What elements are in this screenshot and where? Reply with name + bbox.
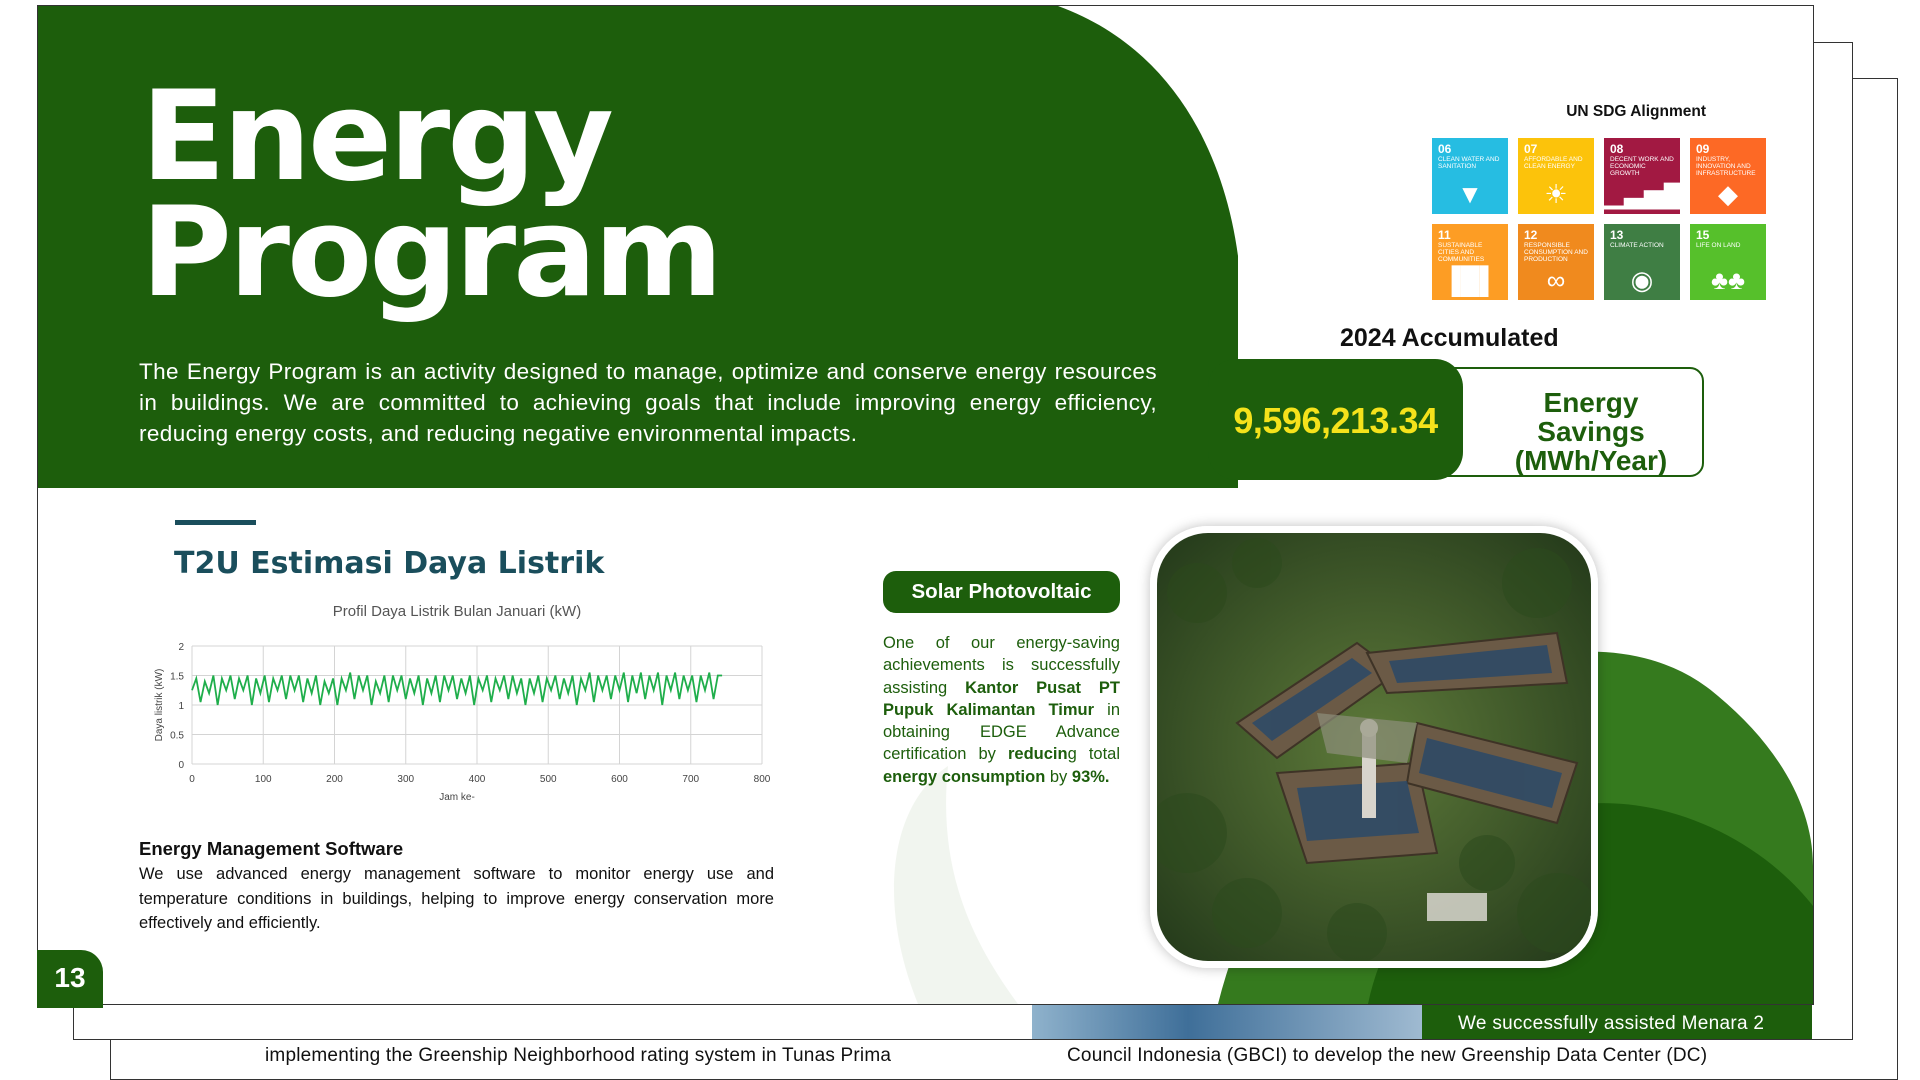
chart-x-tick-label: 800 bbox=[753, 774, 771, 785]
sdg-tile-number: 15 bbox=[1696, 228, 1710, 242]
solar-bold-company: Kantor Pusat PT Pupuk Kalimantan Timur bbox=[883, 678, 1121, 719]
chart-x-tick-label: 700 bbox=[682, 774, 700, 785]
intro-paragraph: The Energy Program is an activity designed to manage, optimize and conserve energy resources in buildings. We are committed to achieving goals that include improving energy efficiency, reducing energy costs, and reducing negative environmental impacts. bbox=[139, 359, 1157, 446]
solar-bold-percentage: 93%. bbox=[1071, 767, 1110, 786]
sdg-tile-text: CLIMATE ACTION bbox=[1610, 242, 1664, 249]
chart-title: Profil Daya Listrik Bulan Januari (kW) bbox=[332, 603, 582, 620]
chart-x-tick-label: 400 bbox=[468, 774, 486, 785]
sdg-tile-12 bbox=[1518, 224, 1594, 300]
sdg-tile-text: DECENT WORK AND ECONOMIC GROWTH bbox=[1610, 156, 1674, 177]
solar-text-2: in obtaining EDGE Advance certification by bbox=[883, 700, 1120, 764]
chart-x-tick-label: 0 bbox=[189, 774, 195, 785]
chart-series-line bbox=[192, 673, 722, 705]
back-sheet-footer-left-text: implementing the Greenship Neighborhood rating system in Tunas Prima bbox=[265, 1045, 892, 1066]
power-profile-chart bbox=[130, 596, 780, 810]
energy-savings-value: 9,596,213.34 bbox=[1233, 400, 1438, 441]
chart-y-tick-label: 0 bbox=[178, 760, 184, 771]
sdg-tile-number: 13 bbox=[1610, 228, 1624, 242]
sdg-tile-15 bbox=[1690, 224, 1766, 300]
sun-icon: ☀ bbox=[1544, 179, 1568, 209]
chart-x-tick-label: 300 bbox=[397, 774, 415, 785]
page-title bbox=[141, 65, 721, 325]
aerial-building-photo bbox=[1150, 526, 1598, 968]
sdg-tile-text: INDUSTRY, INNOVATION AND INFRASTRUCTURE bbox=[1696, 156, 1756, 177]
sdg-tile-text: RESPONSIBLE CONSUMPTION AND PRODUCTION bbox=[1524, 242, 1588, 263]
sdg-tile-number: 07 bbox=[1524, 142, 1538, 156]
solar-photovoltaic-label: Solar Photovoltaic bbox=[883, 571, 1120, 613]
page-number: 13 bbox=[54, 962, 86, 993]
page-title-line-1: Energy bbox=[141, 65, 611, 209]
solar-description bbox=[883, 632, 1120, 788]
chart-y-tick-label: 1 bbox=[178, 701, 184, 712]
sdg-tile-number: 09 bbox=[1696, 142, 1710, 156]
chart-x-tick-label: 500 bbox=[539, 774, 557, 785]
sdg-tile-text: LIFE ON LAND bbox=[1696, 242, 1741, 249]
chart-y-tick-label: 2 bbox=[178, 642, 184, 653]
growth-bars-icon: ▁▃▅▇ bbox=[1604, 179, 1684, 209]
chart-y-tick-label: 1.5 bbox=[170, 671, 184, 683]
sdg-alignment-label: UN SDG Alignment bbox=[1566, 103, 1706, 120]
chart-y-axis-label: Daya listrik (kW) bbox=[154, 668, 165, 742]
back-sheet-footer-green-text: We successfully assisted Menara 2 bbox=[1458, 1013, 1765, 1034]
sdg-tile-09 bbox=[1690, 138, 1766, 214]
solar-text-3: g total bbox=[1067, 745, 1121, 764]
energy-savings-label-line-1: Energy Savings bbox=[1537, 387, 1645, 447]
chart-y-tick-label: 0.5 bbox=[170, 730, 184, 742]
sdg-tile-number: 11 bbox=[1438, 228, 1451, 242]
chart-x-axis-label: Jam ke- bbox=[439, 792, 475, 803]
page-title-line-2: Program bbox=[141, 181, 721, 325]
sdg-tile-13 bbox=[1604, 224, 1680, 300]
aerial-building-illustration bbox=[1157, 533, 1591, 961]
water-glass-icon: ▼ bbox=[1457, 179, 1483, 209]
ems-heading: Energy Management Software bbox=[139, 838, 404, 859]
cubes-icon: ◆ bbox=[1718, 179, 1738, 209]
buildings-icon: ▐█▌ bbox=[1442, 265, 1498, 295]
chart-heading-accent-bar bbox=[175, 520, 256, 525]
sdg-tile-number: 12 bbox=[1524, 228, 1538, 242]
solar-text-4: by bbox=[1045, 767, 1072, 786]
globe-eye-icon: ◉ bbox=[1630, 265, 1654, 295]
energy-savings-label bbox=[1486, 388, 1696, 475]
chart-x-tick-label: 600 bbox=[611, 774, 628, 785]
sdg-tile-08 bbox=[1604, 138, 1684, 214]
solar-text-1: One of our energy-saving achievements is successfully assisting bbox=[883, 634, 1120, 697]
accumulated-title: 2024 Accumulated bbox=[1340, 324, 1559, 352]
back-sheet-photo-strip bbox=[1032, 1005, 1422, 1039]
trees-icon: ♣♣ bbox=[1710, 265, 1746, 295]
chart-x-tick-label: 200 bbox=[326, 774, 343, 785]
sdg-tile-text: SUSTAINABLE CITIES AND COMMUNITIES bbox=[1438, 242, 1485, 263]
sdg-tile-number: 08 bbox=[1610, 142, 1624, 156]
sdg-tile-number: 06 bbox=[1438, 142, 1452, 156]
sdg-tile-text: CLEAN WATER AND SANITATION bbox=[1438, 156, 1500, 170]
chart-x-tick-label: 100 bbox=[254, 774, 272, 785]
sdg-tile-06 bbox=[1432, 138, 1508, 214]
back-sheet-footer-right-text: Council Indonesia (GBCI) to develop the new Greenship Data Center (DC) bbox=[1067, 1045, 1708, 1066]
sdg-tile-07 bbox=[1518, 138, 1594, 214]
solar-bold-reducing: reducin bbox=[1007, 745, 1068, 764]
infinity-icon: ∞ bbox=[1546, 265, 1566, 295]
chart-heading: T2U Estimasi Daya Listrik bbox=[174, 546, 605, 581]
ems-body-text: We use advanced energy management software to monitor energy use and temperature conditions in buildings, helping to improve energy conservation more effectively and efficiently. bbox=[139, 865, 774, 932]
energy-savings-label-line-2: (MWh/Year) bbox=[1514, 445, 1668, 476]
sdg-tile-11 bbox=[1432, 224, 1508, 300]
solar-bold-energy-consumption: energy consumption bbox=[883, 767, 1046, 786]
sdg-tile-text: AFFORDABLE AND CLEAN ENERGY bbox=[1524, 156, 1583, 170]
